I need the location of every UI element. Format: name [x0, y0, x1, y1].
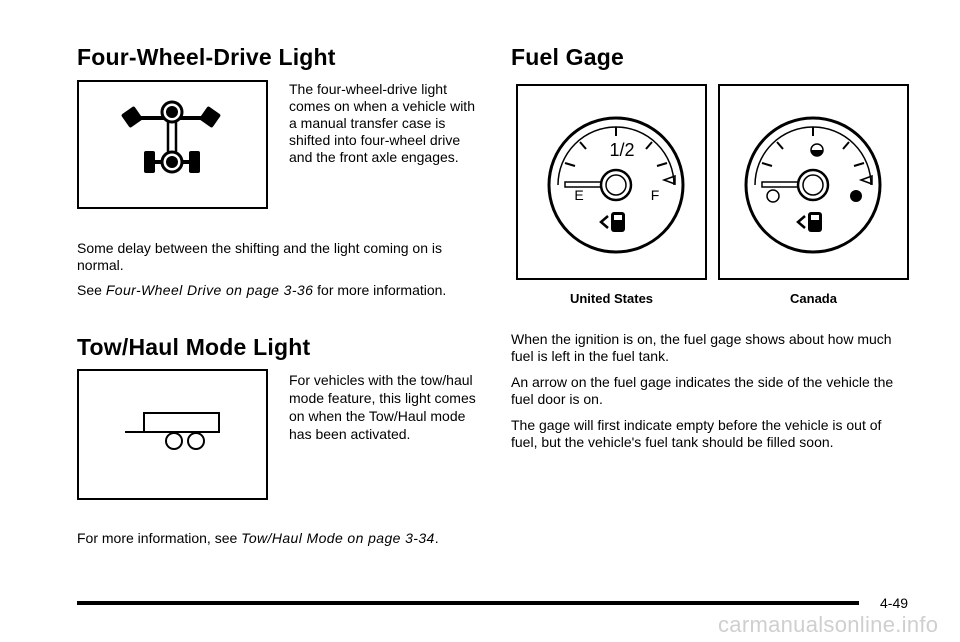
fuel-paragraph-1: When the ignition is on, the fuel gage shows about how much fuel is left in the fuel tank.: [511, 331, 892, 364]
watermark: carmanualsonline.info: [718, 612, 939, 637]
fuel-paragraph-2: An arrow on the fuel gage indicates the side of the vehicle the fuel door is on.: [511, 374, 894, 407]
fwd-delay-paragraph: Some delay between the shifting and the light coming on is normal.: [77, 240, 443, 273]
four-wheel-drive-icon: [79, 82, 266, 207]
us-empty-mark: E: [574, 187, 584, 203]
fwd-see-paragraph: [77, 282, 477, 299]
fuel-title: Fuel Gage: [511, 44, 624, 70]
tow-illustration-frame: [77, 369, 268, 500]
fuel-paragraph-3: The gage will first indicate empty before the vehicle is out of fuel, but the vehicle's fuel tank should be filled soon.: [511, 417, 882, 450]
tow-title: Tow/Haul Mode Light: [77, 334, 311, 360]
tow-more-suffix: .: [434, 530, 439, 546]
tow-haul-icon: [79, 371, 266, 498]
fwd-side-text: The four-wheel-drive light comes on when a vehicle with a manual transfer case is shifted into four-wheel drive and the front axle engages.: [289, 81, 475, 165]
fwd-title: Four-Wheel-Drive Light: [77, 44, 336, 70]
canada-gauge-caption: Canada: [790, 291, 837, 306]
tow-side-text: For vehicles with the tow/haul mode feature, this light comes on when the Tow/Haul mode has been activated.: [289, 372, 476, 442]
us-full-mark: F: [650, 187, 660, 203]
fuel-gauge-us: [518, 86, 705, 278]
tow-more-link[interactable]: Tow/Haul Mode on page 3-34: [241, 530, 435, 546]
us-gauge-caption: United States: [569, 291, 654, 306]
tow-more-paragraph: [77, 530, 477, 547]
fuel-gauge-canada: [720, 86, 907, 278]
empty-tank-mark-icon: [767, 190, 779, 202]
fuel-pump-icon: [798, 212, 822, 232]
tow-more-prefix: For more information, see: [77, 530, 242, 546]
full-tank-mark-icon: [850, 190, 862, 202]
fuel-gauge-canada-frame: [718, 84, 909, 280]
us-half-mark: 1/2: [609, 140, 635, 160]
fwd-see-link[interactable]: Four-Wheel Drive on page 3-36: [105, 282, 314, 298]
fuel-gauge-us-frame: [516, 84, 707, 280]
half-tank-mark-icon: [811, 144, 823, 156]
fwd-see-prefix: See: [77, 282, 106, 298]
footer-rule: [77, 601, 859, 605]
fwd-illustration-frame: [77, 80, 268, 209]
fuel-pump-icon: [601, 212, 625, 232]
page-number: 4-49: [880, 595, 909, 611]
fwd-see-suffix: for more information.: [313, 282, 447, 298]
